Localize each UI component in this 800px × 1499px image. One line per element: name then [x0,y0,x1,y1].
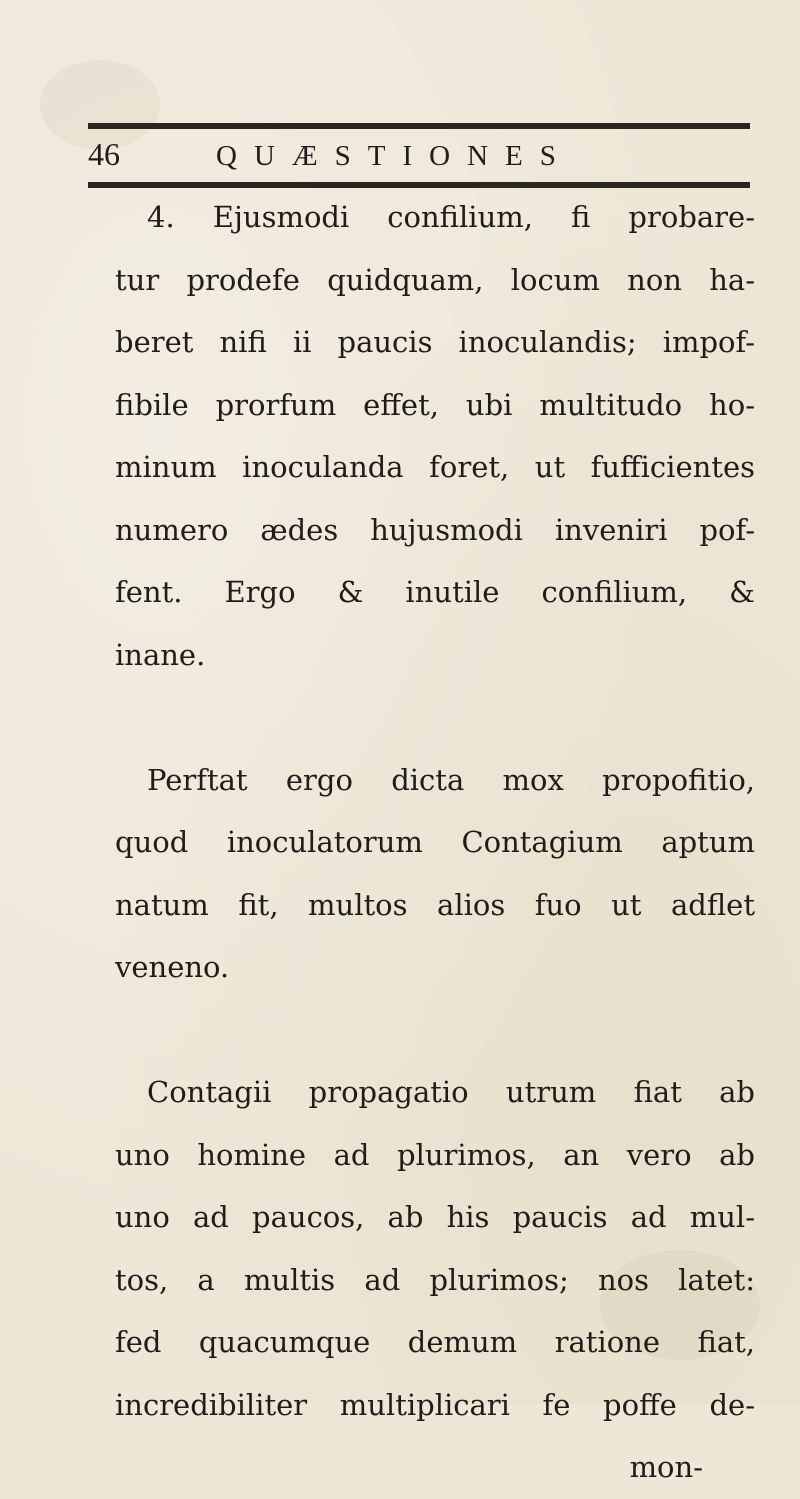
text-line: inane. [115,637,206,672]
text-line: tur prodefe quidquam, locum non ha- [115,262,755,297]
running-head [88,130,750,180]
paragraph-gap [115,999,755,1062]
running-title: QUÆSTIONES [216,140,573,172]
catchword: mon- [629,1450,703,1484]
body-text [115,186,755,1499]
paragraph-gap [115,686,755,749]
paragraph-3 [115,1061,755,1436]
text-line: incredibiliter multiplicari fe poffe de- [115,1387,755,1422]
text-line: numero ædes hujusmodi inveniri pof- [115,512,755,547]
text-line: 4. Ejusmodi confilium, fi probare- [147,200,755,234]
text-line: fed quacumque demum ratione fiat, [115,1325,755,1359]
text-line: Perftat ergo dicta mox propofitio, [147,762,755,797]
text-line: minum inoculanda foret, ut fufficientes [115,450,755,484]
header-rule-top [88,123,750,129]
text-line: fent. Ergo & inutile confilium, & [115,575,755,609]
page-number: 46 [88,136,120,172]
text-line: Contagii propagatio utrum fiat ab [147,1075,755,1109]
text-line: natum fit, multos alios fuo ut adflet [115,887,755,922]
paragraph-1 [115,186,755,686]
text-line: uno homine ad plurimos, an vero ab [115,1137,755,1172]
text-line: uno ad paucos, ab his paucis ad mul- [115,1200,755,1234]
paragraph-2 [115,749,755,999]
text-line: beret nifi ii paucis inoculandis; impof- [115,325,755,359]
text-line: veneno. [115,950,230,984]
text-line: tos, a multis ad plurimos; nos latet: [115,1262,755,1297]
text-line: quod inoculatorum Contagium aptum [115,825,755,859]
text-line: fibile prorfum effet, ubi multitudo ho- [115,387,755,422]
